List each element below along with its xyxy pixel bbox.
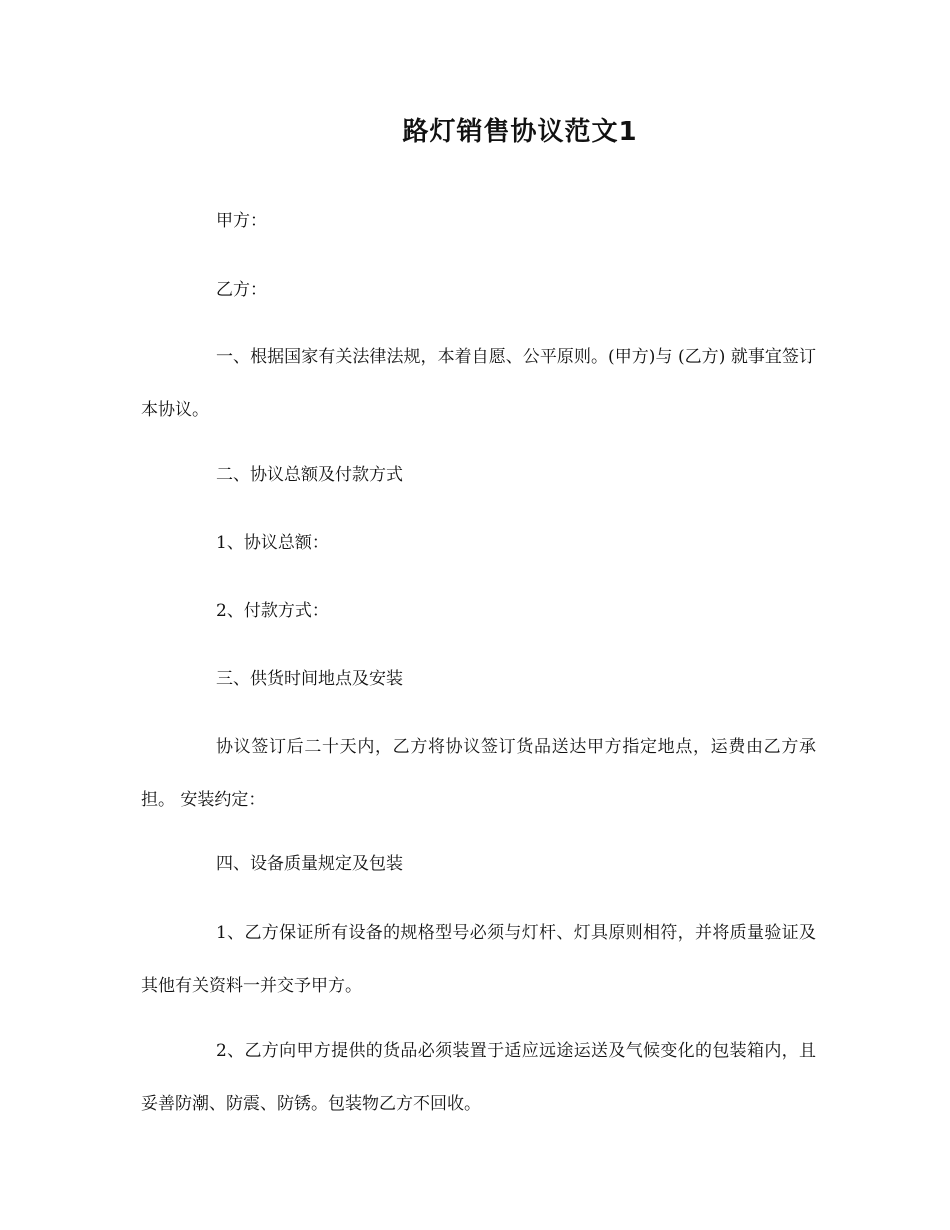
paragraph-clause-1: 一、根据国家有关法律法规，本着自愿、公平原则。(甲方)与 (乙方) 就事宜签订本协议。 — [141, 347, 816, 420]
paragraph-total-amount: 1、协议总额： — [216, 533, 329, 553]
document-title: 路灯销售协议范文1 — [402, 117, 638, 147]
paragraph-delivery: 协议签订后二十天内，乙方将协议签订货品送达甲方指定地点，运费由乙方承担。 安装约定： — [141, 737, 816, 810]
paragraph-party-a: 甲方： — [216, 211, 267, 231]
paragraph-heading-3: 三、供货时间地点及安装 — [216, 669, 403, 689]
paragraph-quality-1: 1、乙方保证所有设备的规格型号必须与灯杆、灯具原则相符，并将质量验证及其他有关资料一并交予甲方。 — [141, 923, 816, 996]
paragraph-heading-4: 四、设备质量规定及包装 — [216, 854, 403, 874]
paragraph-quality-2: 2、乙方向甲方提供的货品必须装置于适应远途运送及气候变化的包装箱内，且妥善防潮、防震、防锈。包装物乙方不回收。 — [141, 1041, 816, 1114]
paragraph-party-b: 乙方： — [216, 280, 267, 300]
paragraph-heading-2: 二、协议总额及付款方式 — [216, 465, 403, 485]
paragraph-payment-method: 2、付款方式： — [216, 601, 329, 621]
